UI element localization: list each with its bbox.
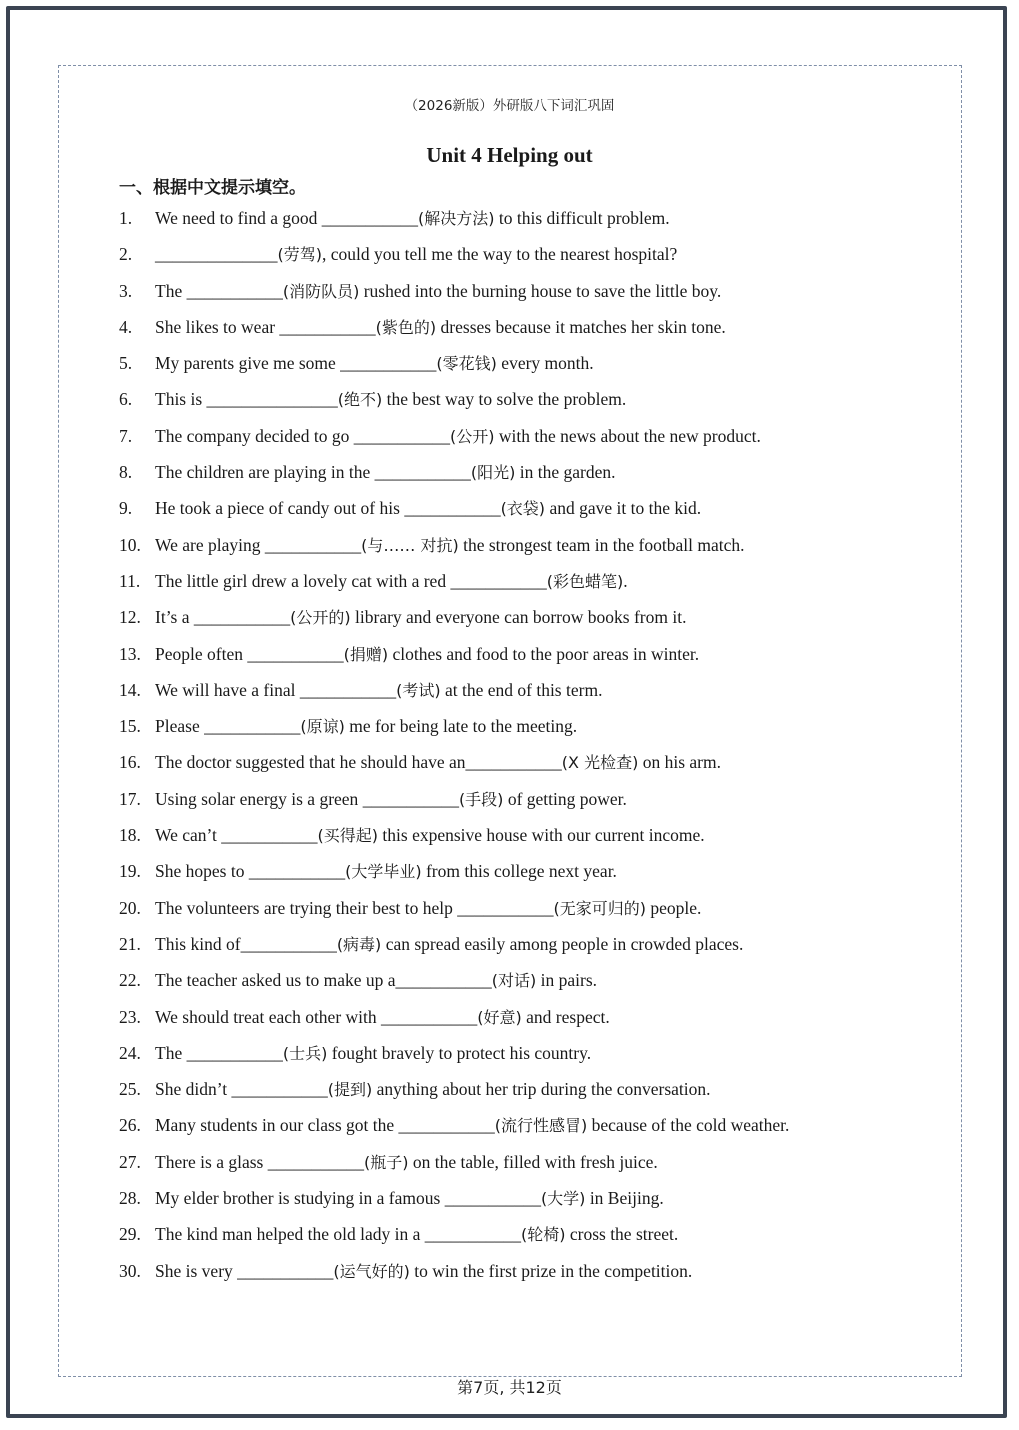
item-text-before: The doctor suggested that he should have an xyxy=(155,752,466,773)
exercise-item xyxy=(119,853,939,889)
answer-blank[interactable]: ______________ xyxy=(155,244,278,265)
chinese-hint: (轮椅) xyxy=(520,1225,566,1245)
item-number: 7. xyxy=(119,425,133,446)
item-number: 1. xyxy=(119,208,133,228)
item-number: 18. xyxy=(119,825,141,846)
item-number: 17. xyxy=(119,788,141,809)
item-text-before: My elder brother is studying in a famous xyxy=(155,1188,445,1209)
item-number: 4. xyxy=(119,316,133,337)
chinese-hint: (零花钱) xyxy=(436,354,497,374)
answer-blank[interactable]: ___________ xyxy=(247,643,344,664)
item-number: 27. xyxy=(119,1151,141,1172)
chinese-hint: (绝不) xyxy=(337,390,383,410)
item-number: 24. xyxy=(119,1042,141,1063)
item-number: 28. xyxy=(119,1188,141,1209)
section-heading: 一、根据中文提示填空。 xyxy=(119,178,306,198)
exercise-item xyxy=(119,636,939,672)
answer-blank[interactable]: ___________ xyxy=(424,1224,521,1245)
item-text-after: . xyxy=(623,570,628,591)
page-number: 第7页, 共12页 xyxy=(457,1378,562,1397)
exercise-item xyxy=(119,563,939,599)
item-text-before: We are playing xyxy=(155,534,265,555)
answer-blank[interactable]: ___________ xyxy=(240,933,337,954)
item-number: 30. xyxy=(119,1260,141,1281)
unit-title: Unit 4 Helping out xyxy=(426,143,593,167)
chinese-hint: (公开的) xyxy=(290,608,351,628)
chinese-hint: (运气好的) xyxy=(333,1261,410,1281)
chinese-hint: (瓶子) xyxy=(364,1152,409,1172)
item-text-after: with the news about the new product. xyxy=(494,425,761,446)
chinese-hint: (对话) xyxy=(491,971,537,991)
item-text-before: The volunteers are trying their best to help xyxy=(155,897,458,918)
exercise-item xyxy=(119,890,939,926)
answer-blank[interactable]: ___________ xyxy=(221,825,318,846)
item-text-after: in pairs. xyxy=(536,970,598,991)
item-number: 10. xyxy=(119,534,141,555)
exercise-list xyxy=(119,200,939,1289)
item-number: 6. xyxy=(119,389,133,410)
item-text-after: library and everyone can borrow books from it. xyxy=(350,607,687,628)
exercise-item xyxy=(119,273,939,309)
item-text-after: at the end of this term. xyxy=(440,679,603,700)
item-number: 13. xyxy=(119,643,141,664)
exercise-item xyxy=(119,490,939,526)
item-number: 15. xyxy=(119,716,141,737)
item-text-before: The kind man helped the old lady in a xyxy=(155,1224,425,1245)
item-text-after: on his arm. xyxy=(638,752,721,773)
answer-blank[interactable]: ___________ xyxy=(362,788,459,809)
chinese-hint: (考试) xyxy=(396,680,441,700)
item-text-after: anything about her trip during the conversation. xyxy=(372,1079,711,1100)
item-text-before: People often xyxy=(155,643,248,664)
item-text-after: me for being late to the meeting. xyxy=(344,716,578,737)
exercise-item xyxy=(119,527,939,563)
answer-blank[interactable]: ___________ xyxy=(465,752,562,773)
item-text-after: people. xyxy=(646,897,702,918)
item-text-after: dresses because it matches her skin tone. xyxy=(436,316,726,337)
exercise-item xyxy=(119,200,939,236)
exercise-item xyxy=(119,999,939,1035)
item-text-before: Many students in our class got the xyxy=(155,1115,399,1136)
exercise-item xyxy=(119,236,939,272)
item-text-after: from this college next year. xyxy=(421,861,617,882)
item-text-after: in the garden. xyxy=(515,462,616,483)
exercise-item xyxy=(119,926,939,962)
chinese-hint: (病毒) xyxy=(336,934,382,954)
chinese-hint: (大学毕业) xyxy=(345,862,422,882)
exercise-item xyxy=(119,1035,939,1071)
exercise-item xyxy=(119,1071,939,1107)
exercise-item xyxy=(119,962,939,998)
answer-blank[interactable]: ___________ xyxy=(204,716,301,737)
chinese-hint: (提到) xyxy=(327,1080,373,1100)
exercise-item xyxy=(119,309,939,345)
exercise-item xyxy=(119,1216,939,1252)
answer-blank[interactable]: ___________ xyxy=(398,1115,495,1136)
item-number: 21. xyxy=(119,933,141,954)
item-text-before: She didn’t xyxy=(155,1079,232,1100)
exercise-item xyxy=(119,744,939,780)
exercise-item xyxy=(119,817,939,853)
item-text-after: to this difficult problem. xyxy=(494,208,670,228)
item-number: 5. xyxy=(119,353,133,374)
answer-blank[interactable]: ___________ xyxy=(404,498,501,519)
item-number: 14. xyxy=(119,679,141,700)
item-text-before: We need to find a good xyxy=(155,208,322,228)
chinese-hint: (与…… 对抗) xyxy=(361,535,459,555)
answer-blank[interactable]: ___________ xyxy=(353,425,451,446)
item-text-after: can spread easily among people in crowded places. xyxy=(381,933,744,954)
answer-blank[interactable]: _______________ xyxy=(206,389,338,410)
item-text-after: the best way to solve the problem. xyxy=(382,389,627,410)
item-text-after: to win the first prize in the competition. xyxy=(409,1260,693,1281)
item-text-before: It’s a xyxy=(155,607,194,628)
answer-blank[interactable]: ___________ xyxy=(231,1079,328,1100)
item-number: 23. xyxy=(119,1006,141,1027)
item-text-after: of getting power. xyxy=(503,788,627,809)
item-text-after: this expensive house with our current income. xyxy=(378,825,705,846)
item-number: 16. xyxy=(119,752,141,773)
exercise-item xyxy=(119,1144,939,1180)
item-number: 26. xyxy=(119,1115,141,1136)
exercise-item xyxy=(119,1253,939,1289)
answer-blank[interactable]: ___________ xyxy=(248,861,346,882)
item-text-after: because of the cold weather. xyxy=(587,1115,790,1136)
item-text-after: in Beijing. xyxy=(585,1188,664,1209)
chinese-hint: (公开) xyxy=(450,426,495,446)
item-text-after: and respect. xyxy=(521,1006,610,1027)
page-header: （2026新版）外研版八下词汇巩固 xyxy=(404,98,615,114)
item-text-before: The xyxy=(155,280,187,301)
item-text-before: The xyxy=(155,1042,187,1063)
item-text-before: This is xyxy=(155,389,207,410)
item-number: 3. xyxy=(119,280,133,301)
item-number: 12. xyxy=(119,607,141,628)
exercise-item xyxy=(119,345,939,381)
exercise-item xyxy=(119,672,939,708)
item-text-before: The company decided to go xyxy=(155,425,354,446)
item-text-before: There is a glass xyxy=(155,1151,268,1172)
exercise-item xyxy=(119,381,939,417)
exercise-item xyxy=(119,599,939,635)
answer-blank[interactable]: ___________ xyxy=(264,534,362,555)
chinese-hint: (阳光) xyxy=(470,463,516,483)
item-text-before: We will have a final xyxy=(155,679,300,700)
chinese-hint: (彩色蜡笔) xyxy=(546,571,624,591)
answer-blank[interactable]: ___________ xyxy=(444,1188,541,1209)
item-text-before: We should treat each other with xyxy=(155,1006,382,1027)
item-text-before: The little girl drew a lovely cat with a red xyxy=(155,570,451,591)
item-number: 8. xyxy=(119,462,133,483)
item-text-after: and gave it to the kid. xyxy=(545,498,702,519)
answer-blank[interactable]: ___________ xyxy=(186,1042,283,1063)
answer-blank[interactable]: ___________ xyxy=(299,679,397,700)
chinese-hint: (好意) xyxy=(477,1007,522,1027)
chinese-hint: (消防队员) xyxy=(282,281,360,301)
exercise-item xyxy=(119,454,939,490)
item-text-after: , could you tell me the way to the nearest hospital? xyxy=(322,244,678,265)
exercise-item xyxy=(119,1180,939,1216)
chinese-hint: (劳驾) xyxy=(277,245,322,265)
item-text-before: She likes to wear xyxy=(155,316,280,337)
item-number: 20. xyxy=(119,897,141,918)
answer-blank[interactable]: ___________ xyxy=(186,280,283,301)
answer-blank[interactable]: ___________ xyxy=(457,897,554,918)
item-text-after: rushed into the burning house to save the little boy. xyxy=(359,280,722,301)
item-text-before: We can’t xyxy=(155,825,222,846)
item-number: 22. xyxy=(119,970,141,991)
chinese-hint: (无家可归的) xyxy=(553,898,647,918)
chinese-hint: (士兵) xyxy=(282,1043,328,1063)
answer-blank[interactable]: ___________ xyxy=(279,316,376,337)
item-text-before: This kind of xyxy=(155,933,241,954)
item-text-before: The teacher asked us to make up a xyxy=(155,970,396,991)
item-text-after: on the table, filled with fresh juice. xyxy=(408,1151,658,1172)
item-text-after: fought bravely to protect his country. xyxy=(327,1042,592,1063)
answer-blank[interactable]: ___________ xyxy=(237,1260,334,1281)
item-text-before: My parents give me some xyxy=(155,353,341,374)
answer-blank[interactable]: ___________ xyxy=(193,607,291,628)
item-number: 25. xyxy=(119,1079,141,1100)
item-text-after: the strongest team in the football match. xyxy=(458,534,745,555)
answer-blank[interactable]: ___________ xyxy=(321,208,418,228)
answer-blank[interactable]: ___________ xyxy=(381,1006,478,1027)
item-text-before: She is very xyxy=(155,1260,238,1281)
item-text-before: Using solar energy is a green xyxy=(155,788,363,809)
chinese-hint: (流行性感冒) xyxy=(494,1116,588,1136)
item-number: 2. xyxy=(119,244,133,265)
item-text-before: The children are playing in the xyxy=(155,462,375,483)
chinese-hint: (手段) xyxy=(458,789,504,809)
chinese-hint: (解决方法) xyxy=(418,209,495,228)
answer-blank[interactable]: ___________ xyxy=(450,570,547,591)
item-text-after: every month. xyxy=(496,353,594,374)
item-text-after: clothes and food to the poor areas in winter. xyxy=(388,643,700,664)
item-text-before: He took a piece of candy out of his xyxy=(155,498,405,519)
chinese-hint: (原谅) xyxy=(300,717,345,737)
item-text-before: Please xyxy=(155,716,205,737)
answer-blank[interactable]: ___________ xyxy=(374,462,471,483)
answer-blank[interactable]: ___________ xyxy=(340,353,437,374)
chinese-hint: (衣袋) xyxy=(500,499,546,519)
answer-blank[interactable]: ___________ xyxy=(395,970,492,991)
item-number: 9. xyxy=(119,498,133,519)
answer-blank[interactable]: ___________ xyxy=(267,1151,364,1172)
chinese-hint: (X 光检查) xyxy=(561,753,639,773)
item-number: 29. xyxy=(119,1224,141,1245)
chinese-hint: (捐赠) xyxy=(343,644,389,664)
exercise-item xyxy=(119,418,939,454)
item-number: 19. xyxy=(119,861,141,882)
item-number: 11. xyxy=(119,570,141,591)
exercise-item xyxy=(119,708,939,744)
chinese-hint: (大学) xyxy=(540,1189,586,1209)
exercise-item xyxy=(119,781,939,817)
exercise-item xyxy=(119,1107,939,1143)
chinese-hint: (紫色的) xyxy=(375,317,437,337)
chinese-hint: (买得起) xyxy=(317,826,379,846)
item-text-after: cross the street. xyxy=(565,1224,679,1245)
item-text-before: She hopes to xyxy=(155,861,249,882)
